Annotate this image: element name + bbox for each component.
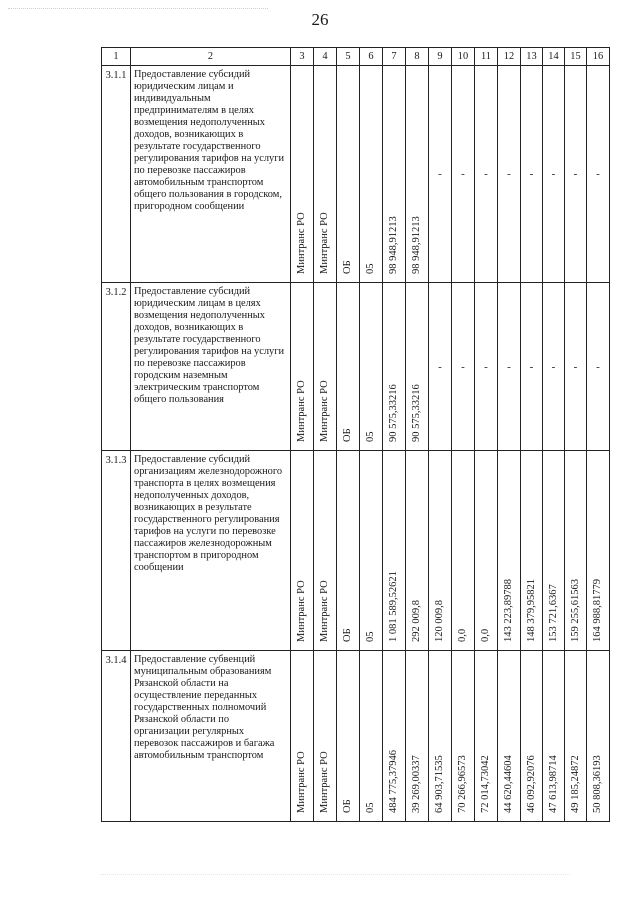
rotated-value: 50 808,36193	[592, 755, 603, 813]
value-cell-col14	[543, 66, 565, 283]
value-cell-col5	[337, 651, 360, 822]
value-cell-col4	[314, 651, 337, 822]
empty-dash: -	[461, 360, 465, 373]
header-cell: 4	[314, 48, 337, 66]
header-cell: 15	[565, 48, 587, 66]
header-cell: 2	[131, 48, 291, 66]
item-code: 3.1.1	[102, 66, 131, 283]
empty-dash: -	[596, 360, 600, 373]
rotated-value: ОБ	[342, 628, 353, 642]
value-cell-col6	[360, 66, 383, 283]
empty-dash: -	[438, 360, 442, 373]
rotated-value: 143 223,89788	[503, 579, 514, 642]
rotated-value: ОБ	[342, 428, 353, 442]
rotated-value: 292 009,8	[411, 600, 422, 642]
value-cell-col8	[406, 451, 429, 651]
rotated-value: 120 009,8	[434, 600, 445, 642]
rotated-value: 0,0	[480, 628, 491, 642]
value-cell-col10	[452, 283, 475, 451]
value-cell-col5	[337, 66, 360, 283]
rotated-value: 159 255,61563	[569, 579, 581, 642]
scan-artifact-bottom	[100, 874, 570, 875]
value-cell-col11	[475, 451, 498, 651]
empty-dash: -	[484, 168, 488, 180]
item-description: Предоставление субсидий юридическим лицам в целях возмещения недополученных доходов, возникающих в результате государственного регулирования тарифов на услуги по перевозке пассажиров городским наземным электрическим транспортом общего пользования	[131, 283, 291, 451]
empty-dash: -	[551, 360, 556, 373]
empty-dash: -	[507, 360, 511, 373]
empty-dash: -	[551, 168, 556, 180]
value-cell-col9	[429, 283, 452, 451]
value-cell-col3	[291, 651, 314, 822]
header-row	[102, 48, 610, 66]
value-cell-col13	[521, 451, 543, 651]
rotated-value: 1 081 589,52621	[388, 571, 399, 642]
value-cell-col15	[565, 66, 587, 283]
empty-dash: -	[573, 360, 578, 373]
rotated-value: 90 575,33216	[388, 384, 399, 442]
header-cell: 13	[521, 48, 543, 66]
item-code: 3.1.2	[102, 283, 131, 451]
value-cell-col3	[291, 66, 314, 283]
rotated-value: Минтранс РО	[319, 580, 330, 642]
value-cell-col11	[475, 66, 498, 283]
rotated-value: Минтранс РО	[319, 380, 330, 442]
value-cell-col4	[314, 451, 337, 651]
value-cell-col14	[543, 283, 565, 451]
value-cell-col10	[452, 651, 475, 822]
item-description: Предоставление субсидий юридическим лицам и индивидуальным предпринимателям в целях возмещения недополученных доходов, возникающих в результате государственного регулирования тарифов на услуги по перевозке пассажиров автомобильным транспортом общего пользования в городском, пригородном сообщении	[131, 66, 291, 283]
table-row	[102, 66, 610, 283]
rotated-value: 153 721,6367	[547, 584, 559, 642]
empty-dash: -	[507, 168, 511, 180]
rotated-value: 484 775,37946	[388, 750, 399, 813]
rotated-value: 72 014,73042	[480, 755, 491, 813]
empty-dash: -	[529, 168, 534, 180]
value-cell-col6	[360, 651, 383, 822]
value-cell-col10	[452, 66, 475, 283]
value-cell-col9	[429, 651, 452, 822]
value-cell-col5	[337, 451, 360, 651]
value-cell-col12	[498, 451, 521, 651]
item-description: Предоставление субвенций муниципальным образованиям Рязанской области на осуществление переданных государственных полномочий Рязанской области по организации регулярных перевозок пассажиров и багажа автомобильным транспортом	[131, 651, 291, 822]
value-cell-col8	[406, 651, 429, 822]
header-cell: 1	[102, 48, 131, 66]
header-cell: 8	[406, 48, 429, 66]
rotated-value: Минтранс РО	[296, 380, 307, 442]
value-cell-col12	[498, 66, 521, 283]
page-number: 26	[311, 10, 329, 29]
rotated-value: Минтранс РО	[296, 580, 307, 642]
header-cell: 12	[498, 48, 521, 66]
rotated-value: 90 575,33216	[411, 384, 422, 442]
value-cell-col6	[360, 283, 383, 451]
rotated-value: 148 379,95821	[525, 579, 537, 642]
header-cell: 14	[543, 48, 565, 66]
rotated-value: Минтранс РО	[319, 212, 330, 274]
item-code: 3.1.3	[102, 451, 131, 651]
value-cell-col15	[565, 451, 587, 651]
rotated-value: Минтранс РО	[296, 212, 307, 274]
value-cell-col11	[475, 283, 498, 451]
value-cell-col8	[406, 283, 429, 451]
header-cell: 10	[452, 48, 475, 66]
value-cell-col13	[521, 66, 543, 283]
table-row	[102, 283, 610, 451]
rotated-value: 164 988,81779	[592, 579, 603, 642]
value-cell-col8	[406, 66, 429, 283]
item-code: 3.1.4	[102, 651, 131, 822]
value-cell-col11	[475, 651, 498, 822]
header-cell: 3	[291, 48, 314, 66]
rotated-value: 46 092,92076	[525, 755, 537, 813]
rotated-value: 05	[365, 431, 376, 442]
rotated-value: 05	[365, 631, 376, 642]
value-cell-col3	[291, 283, 314, 451]
value-cell-col6	[360, 451, 383, 651]
rotated-value: 0,0	[457, 628, 468, 642]
table-row	[102, 451, 610, 651]
value-cell-col9	[429, 66, 452, 283]
rotated-value: 70 266,96573	[457, 755, 468, 813]
value-cell-col15	[565, 651, 587, 822]
value-cell-col16	[587, 651, 610, 822]
header-cell: 6	[360, 48, 383, 66]
table-row	[102, 651, 610, 822]
value-cell-col7	[383, 66, 406, 283]
rotated-value: 44 620,44604	[503, 755, 514, 813]
header-cell: 9	[429, 48, 452, 66]
rotated-value: 49 185,24872	[569, 755, 581, 813]
item-description: Предоставление субсидий организациям железнодорожного транспорта в целях возмещения недополученных доходов, возникающих в результате государственного регулирования тарифов на услуги по перевозке пассажиров железнодорожным транспортом в пригородном сообщении	[131, 451, 291, 651]
value-cell-col12	[498, 283, 521, 451]
value-cell-col7	[383, 451, 406, 651]
empty-dash: -	[484, 360, 488, 373]
value-cell-col14	[543, 651, 565, 822]
value-cell-col15	[565, 283, 587, 451]
value-cell-col4	[314, 66, 337, 283]
value-cell-col16	[587, 283, 610, 451]
rotated-value: Минтранс РО	[296, 751, 307, 813]
value-cell-col4	[314, 283, 337, 451]
rotated-value: 98 948,91213	[411, 216, 422, 274]
value-cell-col16	[587, 451, 610, 651]
rotated-value: ОБ	[342, 799, 353, 813]
header-cell: 16	[587, 48, 610, 66]
header-cell: 11	[475, 48, 498, 66]
value-cell-col13	[521, 283, 543, 451]
rotated-value: 64 903,71535	[434, 755, 445, 813]
rotated-value: ОБ	[342, 260, 353, 274]
value-cell-col10	[452, 451, 475, 651]
rotated-value: 47 613,98714	[547, 755, 559, 813]
value-cell-col13	[521, 651, 543, 822]
value-cell-col12	[498, 651, 521, 822]
rotated-value: Минтранс РО	[319, 751, 330, 813]
header-cell: 5	[337, 48, 360, 66]
value-cell-col16	[587, 66, 610, 283]
program-table	[101, 47, 610, 822]
value-cell-col7	[383, 283, 406, 451]
value-cell-col14	[543, 451, 565, 651]
rotated-value: 98 948,91213	[388, 216, 399, 274]
empty-dash: -	[529, 360, 534, 373]
empty-dash: -	[461, 168, 465, 180]
value-cell-col5	[337, 283, 360, 451]
rotated-value: 39 269,00337	[411, 755, 422, 813]
empty-dash: -	[573, 168, 578, 180]
empty-dash: -	[596, 168, 600, 180]
value-cell-col3	[291, 451, 314, 651]
value-cell-col7	[383, 651, 406, 822]
empty-dash: -	[438, 168, 442, 180]
value-cell-col9	[429, 451, 452, 651]
header-cell: 7	[383, 48, 406, 66]
rotated-value: 05	[365, 802, 376, 813]
rotated-value: 05	[365, 263, 376, 274]
